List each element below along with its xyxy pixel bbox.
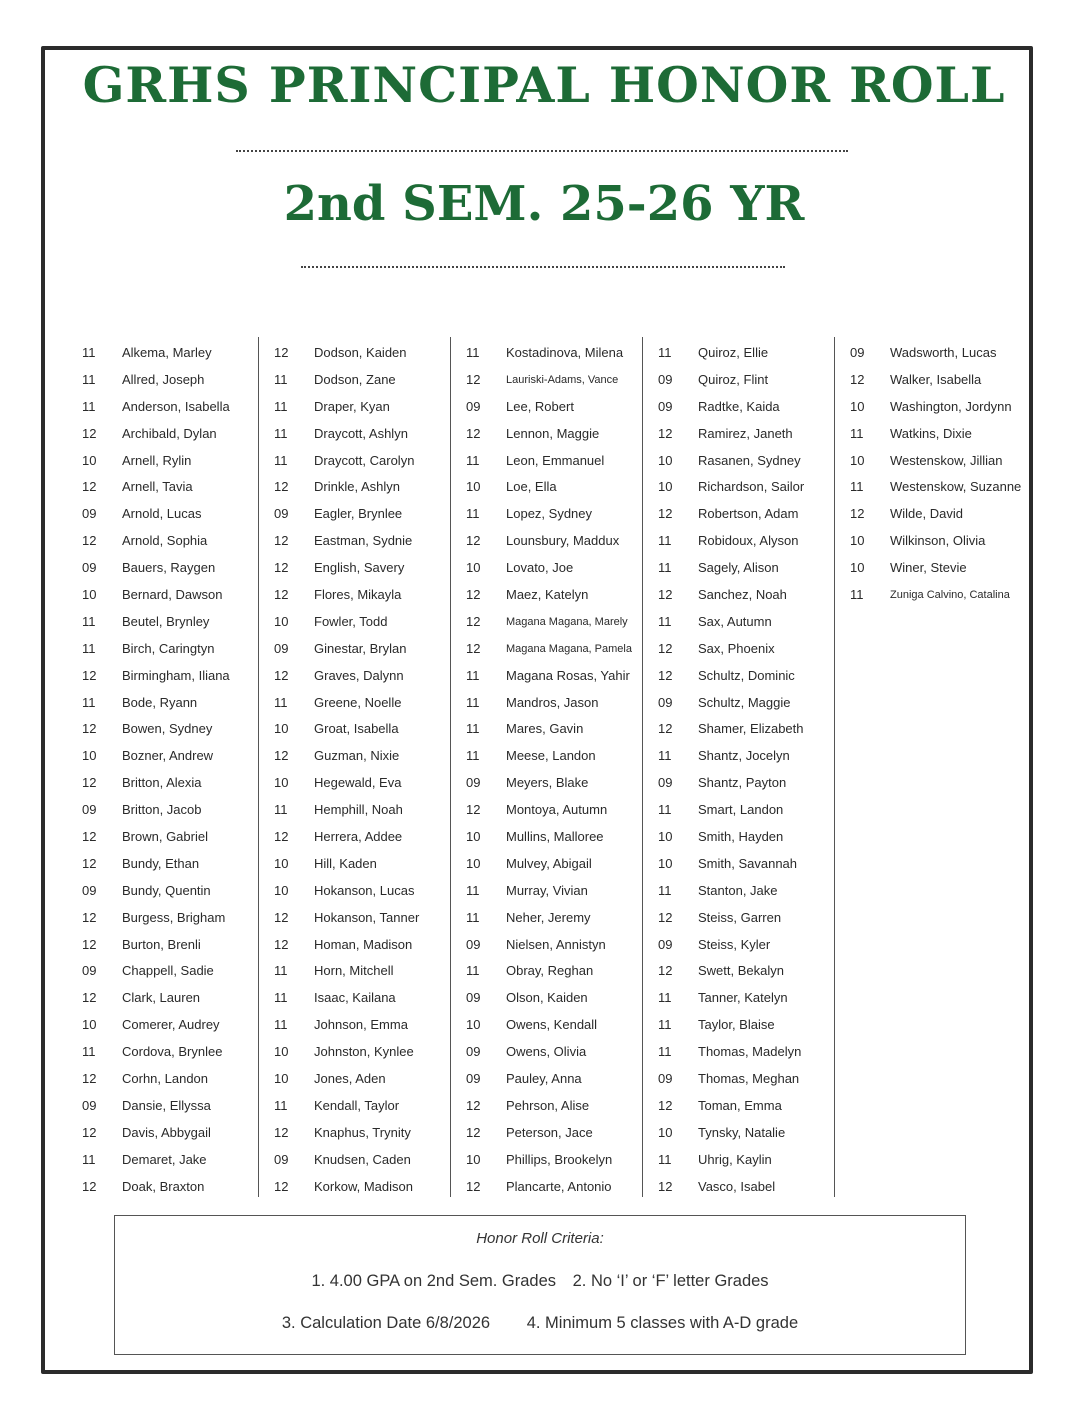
criteria-item: 4. Minimum 5 classes with A-D grade [526,1314,799,1332]
grade-level: 12 [850,506,865,522]
grade-level: 10 [274,775,289,791]
student-name: Jones, Aden [314,1071,386,1087]
column-divider [258,337,259,1197]
student-name: Shantz, Payton [698,775,787,791]
student-name: Lennon, Maggie [506,425,600,441]
student-name: Plancarte, Antonio [506,1178,612,1194]
student-name: Wilde, David [890,506,963,522]
student-name: Murray, Vivian [506,882,588,898]
grade-level: 10 [466,479,481,495]
student-name: Johnston, Kynlee [314,1044,414,1060]
student-name: Magana Rosas, Yahir [506,667,630,683]
grade-level: 12 [274,936,289,952]
student-name: Britton, Alexia [122,775,202,791]
student-name: Montoya, Autumn [506,802,608,818]
student-name: Britton, Jacob [122,802,202,818]
student-name: Nielsen, Annistyn [506,936,606,952]
grade-level: 10 [82,587,97,603]
student-name: Zuniga Calvino, Catalina [890,589,1010,602]
student-name: Owens, Kendall [506,1017,598,1033]
student-name: Sagely, Alison [698,560,779,576]
student-name: Shantz, Jocelyn [698,748,790,764]
grade-level: 12 [274,667,289,683]
grade-level: 12 [466,1178,481,1194]
grade-level: 09 [82,802,97,818]
grade-level: 10 [274,855,289,871]
student-name: Comerer, Audrey [122,1017,220,1033]
student-name: Arnell, Tavia [122,479,193,495]
student-name: Thomas, Madelyn [698,1044,802,1060]
grade-level: 09 [274,640,289,656]
grade-level: 12 [274,587,289,603]
grade-level: 10 [658,452,673,468]
student-name: Lopez, Sydney [506,506,593,522]
grade-level: 09 [466,1044,481,1060]
student-name: Robertson, Adam [698,506,799,522]
grade-level: 10 [658,1124,673,1140]
grade-level: 09 [466,936,481,952]
grade-level: 10 [274,1044,289,1060]
grade-level: 11 [82,640,96,656]
grade-level: 12 [658,425,673,441]
grade-level: 12 [466,802,481,818]
grade-level: 12 [82,990,97,1006]
student-name: Ginestar, Brylan [314,640,407,656]
grade-level: 12 [658,506,673,522]
student-name: Tynsky, Natalie [698,1124,786,1140]
student-name: Vasco, Isabel [698,1178,776,1194]
criteria-item: 1. 4.00 GPA on 2nd Sem. Grades [311,1272,557,1290]
student-name: English, Savery [314,560,405,576]
student-name: Bundy, Quentin [122,882,211,898]
grade-level: 12 [82,829,97,845]
grade-level: 11 [274,1097,288,1113]
student-name: Sax, Phoenix [698,640,775,656]
student-name: Bozner, Andrew [122,748,214,764]
grade-level: 12 [658,667,673,683]
student-name: Robidoux, Alyson [698,533,799,549]
student-name: Hokanson, Lucas [314,882,415,898]
student-name: Lovato, Joe [506,560,574,576]
student-name: Lee, Robert [506,398,574,414]
grade-level: 12 [466,640,481,656]
grade-level: 11 [658,990,672,1006]
grade-level: 10 [274,1071,289,1087]
page-subtitle: 2nd SEM. 25-26 YR [283,176,805,232]
student-name: Meese, Landon [506,748,596,764]
grade-level: 11 [466,882,480,898]
student-name: Magana Magana, Marely [506,615,628,628]
grade-level: 11 [658,345,672,360]
student-name: Knaphus, Trynity [314,1124,411,1140]
student-name: Westenskow, Suzanne [890,479,1022,495]
student-name: Groat, Isabella [314,721,399,737]
grade-level: 11 [466,721,480,737]
grade-level: 10 [658,479,673,495]
grade-level: 11 [850,479,864,495]
student-name: Graves, Dalynn [314,667,404,683]
grade-level: 12 [82,936,97,952]
student-name: Maez, Katelyn [506,587,589,603]
grade-level: 11 [274,694,288,710]
student-name: Stanton, Jake [698,882,778,898]
student-name: Leon, Emmanuel [506,452,605,468]
student-name: Bauers, Raygen [122,560,216,576]
student-name: Homan, Madison [314,936,413,952]
student-name: Olson, Kaiden [506,990,588,1006]
grade-level: 10 [274,721,289,737]
subtitle-divider [301,266,785,268]
student-name: Phillips, Brookelyn [506,1151,613,1167]
grade-level: 11 [658,1017,672,1033]
grade-level: 12 [274,829,289,845]
grade-level: 09 [466,990,481,1006]
student-name: Wilkinson, Olivia [890,533,986,549]
grade-level: 12 [466,1097,481,1113]
student-name: Allred, Joseph [122,371,205,387]
grade-level: 09 [658,936,673,952]
student-name: Mulvey, Abigail [506,855,592,871]
grade-level: 12 [466,425,481,441]
criteria-heading: Honor Roll Criteria: [476,1230,604,1247]
student-name: Lauriski-Adams, Vance [506,373,619,386]
grade-level: 10 [466,560,481,576]
student-name: Pauley, Anna [506,1071,582,1087]
student-name: Washington, Jordynn [890,398,1012,414]
student-name: Steiss, Garren [698,909,782,925]
student-name: Steiss, Kyler [698,936,771,952]
grade-level: 12 [658,640,673,656]
grade-level: 12 [658,1178,673,1194]
grade-level: 12 [466,587,481,603]
grade-level: 11 [274,398,288,414]
grade-level: 11 [466,667,480,683]
grade-level: 12 [274,345,289,360]
grade-level: 09 [82,560,97,576]
grade-level: 12 [82,909,97,925]
grade-level: 11 [466,452,480,468]
student-name: Hokanson, Tanner [314,909,420,925]
student-name: Kendall, Taylor [314,1097,400,1113]
grade-level: 12 [658,963,673,979]
student-name: Hill, Kaden [314,855,377,871]
student-name: Mares, Gavin [506,721,584,737]
grade-level: 12 [658,909,673,925]
grade-level: 10 [466,1017,481,1033]
grade-level: 09 [658,371,673,387]
student-name: Arnold, Lucas [122,506,202,522]
student-name: Flores, Mikayla [314,587,402,603]
grade-level: 12 [274,533,289,549]
student-name: Bode, Ryann [122,694,198,710]
grade-level: 11 [658,613,672,629]
grade-level: 09 [466,775,481,791]
grade-level: 10 [274,882,289,898]
student-name: Horn, Mitchell [314,963,394,979]
student-name: Swett, Bekalyn [698,963,784,979]
grade-level: 10 [850,560,865,576]
grade-level: 12 [82,775,97,791]
student-name: Birmingham, Iliana [122,667,230,683]
grade-level: 11 [274,452,288,468]
student-name: Schultz, Dominic [698,667,795,683]
title-divider [236,150,848,152]
grade-level: 09 [850,345,865,360]
grade-level: 11 [850,587,864,603]
student-name: Korkow, Madison [314,1178,413,1194]
grade-level: 09 [658,775,673,791]
criteria-line-1 [115,1272,965,1291]
grade-level: 09 [82,506,97,522]
student-name: Wadsworth, Lucas [890,345,997,360]
student-name: Loe, Ella [506,479,557,495]
grade-level: 11 [274,990,288,1006]
student-name: Kostadinova, Milena [506,345,624,360]
grade-level: 10 [466,855,481,871]
grade-level: 11 [82,694,96,710]
student-name: Dodson, Kaiden [314,345,407,360]
grade-level: 12 [82,425,97,441]
grade-level: 12 [850,371,865,387]
student-name: Johnson, Emma [314,1017,408,1033]
student-name: Winer, Stevie [890,560,967,576]
student-name: Smart, Landon [698,802,784,818]
student-name: Guzman, Nixie [314,748,400,764]
grade-level: 12 [82,1071,97,1087]
grade-level: 12 [274,1124,289,1140]
grade-level: 11 [274,963,288,979]
grade-level: 12 [82,667,97,683]
student-name: Drinkle, Ashlyn [314,479,400,495]
grade-level: 12 [274,909,289,925]
grade-level: 11 [82,345,96,360]
student-name: Bowen, Sydney [122,721,213,737]
student-name: Burton, Brenli [122,936,201,952]
student-name: Dansie, Ellyssa [122,1097,211,1113]
grade-level: 09 [658,1071,673,1087]
grade-level: 10 [82,748,97,764]
student-name: Taylor, Blaise [698,1017,775,1033]
grade-level: 12 [82,1178,97,1194]
grade-level: 12 [82,1124,97,1140]
grade-level: 10 [274,613,289,629]
grade-level: 12 [466,1124,481,1140]
grade-level: 09 [466,1071,481,1087]
student-name: Hegewald, Eva [314,775,402,791]
student-name: Sanchez, Noah [698,587,787,603]
student-name: Fowler, Todd [314,613,388,629]
grade-level: 12 [466,371,481,387]
student-name: Obray, Reghan [506,963,594,979]
student-name: Arnold, Sophia [122,533,208,549]
grade-level: 12 [658,587,673,603]
criteria-item: 3. Calculation Date 6/8/2026 [281,1314,491,1332]
grade-level: 10 [658,855,673,871]
student-name: Birch, Caringtyn [122,640,215,656]
grade-level: 12 [274,1178,289,1194]
student-name: Quiroz, Flint [698,371,769,387]
page-title: GRHS PRINCIPAL HONOR ROLL [82,56,1006,114]
grade-level: 12 [82,479,97,495]
student-name: Chappell, Sadie [122,963,214,979]
grade-level: 10 [466,829,481,845]
criteria-line-2 [115,1314,965,1333]
student-name: Brown, Gabriel [122,829,208,845]
student-name: Lounsbury, Maddux [506,533,620,549]
grade-level: 11 [658,533,672,549]
grade-level: 11 [466,963,480,979]
grade-level: 09 [658,694,673,710]
student-name: Bernard, Dawson [122,587,223,603]
student-name: Westenskow, Jillian [890,452,1003,468]
grade-level: 11 [658,1151,672,1167]
grade-level: 09 [658,398,673,414]
grade-level: 10 [850,533,865,549]
grade-level: 11 [82,613,96,629]
grade-level: 09 [274,506,289,522]
grade-level: 11 [658,1044,672,1060]
grade-level: 09 [82,882,97,898]
student-name: Richardson, Sailor [698,479,805,495]
student-name: Isaac, Kailana [314,990,396,1006]
grade-level: 11 [82,398,96,414]
student-name: Arnell, Rylin [122,452,192,468]
student-name: Rasanen, Sydney [698,452,801,468]
student-name: Draycott, Carolyn [314,452,415,468]
student-name: Quiroz, Ellie [698,345,769,360]
student-name: Corhn, Landon [122,1071,209,1087]
grade-level: 10 [466,1151,481,1167]
grade-level: 10 [82,1017,97,1033]
grade-level: 11 [82,1151,96,1167]
student-name: Beutel, Brynley [122,613,210,629]
student-name: Sax, Autumn [698,613,772,629]
student-name: Bundy, Ethan [122,855,200,871]
student-name: Pehrson, Alise [506,1097,590,1113]
student-name: Cordova, Brynlee [122,1044,223,1060]
student-name: Knudsen, Caden [314,1151,411,1167]
grade-level: 11 [466,506,480,522]
grade-level: 12 [466,533,481,549]
student-name: Anderson, Isabella [122,398,230,414]
student-name: Mandros, Jason [506,694,599,710]
student-name: Demaret, Jake [122,1151,207,1167]
student-name: Uhrig, Kaylin [698,1151,772,1167]
student-name: Tanner, Katelyn [698,990,788,1006]
student-name: Draycott, Ashlyn [314,425,408,441]
column-divider [834,337,835,1197]
grade-level: 11 [658,560,672,576]
grade-level: 11 [274,1017,288,1033]
grade-level: 11 [658,802,672,818]
column-divider [642,337,643,1197]
grade-level: 12 [274,748,289,764]
grade-level: 10 [850,452,865,468]
grade-level: 11 [658,748,672,764]
grade-level: 11 [466,748,480,764]
grade-level: 11 [82,1044,96,1060]
student-name: Radtke, Kaida [698,398,780,414]
student-name: Smith, Hayden [698,829,784,845]
student-name: Archibald, Dylan [122,425,217,441]
student-name: Smith, Savannah [698,855,798,871]
grade-level: 12 [82,721,97,737]
honor-roll-criteria-box [114,1215,966,1355]
grade-level: 11 [466,345,480,360]
grade-level: 12 [274,560,289,576]
student-name: Davis, Abbygail [122,1124,211,1140]
student-name: Magana Magana, Pamela [506,642,632,655]
grade-level: 11 [466,694,480,710]
grade-level: 11 [274,371,288,387]
grade-level: 09 [82,1097,97,1113]
column-divider [450,337,451,1197]
grade-level: 09 [466,398,481,414]
student-name: Burgess, Brigham [122,909,226,925]
grade-level: 09 [274,1151,289,1167]
grade-level: 12 [466,613,481,629]
grade-level: 11 [658,882,672,898]
grade-level: 11 [850,425,864,441]
grade-level: 12 [658,1097,673,1113]
student-name: Herrera, Addee [314,829,403,845]
student-name: Alkema, Marley [122,345,212,360]
grade-level: 11 [466,909,480,925]
grade-level: 12 [658,721,673,737]
grade-level: 11 [82,371,96,387]
grade-level: 12 [82,533,97,549]
grade-level: 10 [82,452,97,468]
student-name: Shamer, Elizabeth [698,721,804,737]
student-name: Peterson, Jace [506,1124,593,1140]
student-name: Thomas, Meghan [698,1071,800,1087]
student-name: Doak, Braxton [122,1178,205,1194]
student-name: Draper, Kyan [314,398,390,414]
student-name: Ramirez, Janeth [698,425,793,441]
student-name: Eagler, Brynlee [314,506,403,522]
student-name: Eastman, Sydnie [314,533,413,549]
student-name: Meyers, Blake [506,775,589,791]
student-name: Watkins, Dixie [890,425,972,441]
student-name: Walker, Isabella [890,371,982,387]
student-name: Mullins, Malloree [506,829,604,845]
grade-level: 11 [274,802,288,818]
grade-level: 10 [658,829,673,845]
grade-level: 10 [850,398,865,414]
student-name: Clark, Lauren [122,990,201,1006]
student-name: Toman, Emma [698,1097,782,1113]
student-name: Hemphill, Noah [314,802,403,818]
student-name: Neher, Jeremy [506,909,591,925]
grade-level: 11 [274,425,288,441]
student-name: Owens, Olivia [506,1044,587,1060]
student-name: Greene, Noelle [314,694,402,710]
grade-level: 09 [82,963,97,979]
student-name: Dodson, Zane [314,371,396,387]
criteria-item: 2. No ‘I’ or ‘F’ letter Grades [572,1272,769,1290]
grade-level: 12 [82,855,97,871]
student-name: Schultz, Maggie [698,694,791,710]
grade-level: 12 [274,479,289,495]
